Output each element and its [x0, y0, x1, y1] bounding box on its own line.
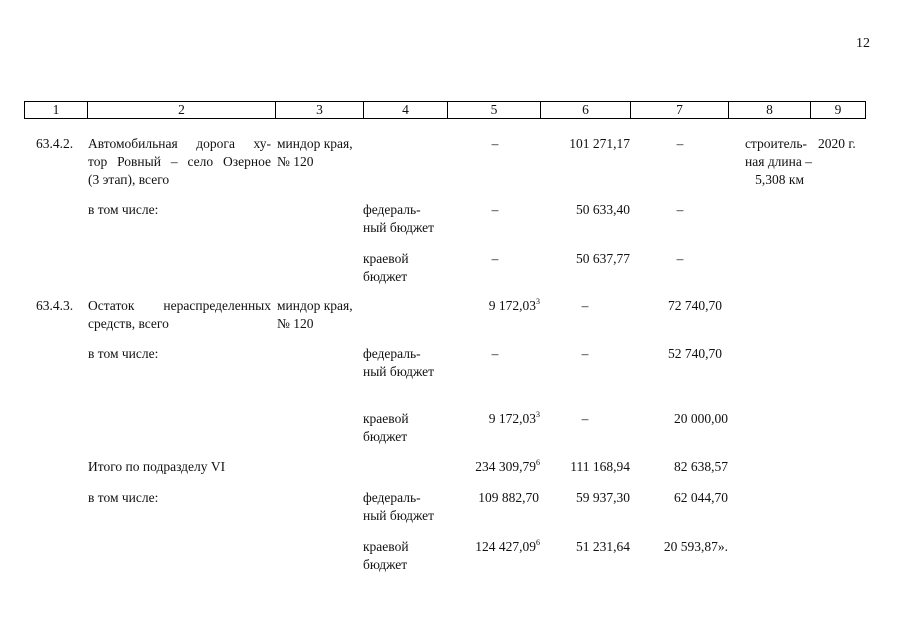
value-col7: 52 740,70	[668, 346, 722, 361]
column-number: 6	[541, 102, 631, 119]
value-col5: 124 427,09$^6$	[475, 538, 540, 554]
value-col5: 9 172,03$^3$	[488, 297, 540, 313]
capacity-line: строитель-	[744, 136, 807, 151]
funding-source-line: краевой	[363, 411, 409, 426]
funding-source-line: бюджет	[363, 269, 408, 284]
footnote-mark: 3	[536, 410, 540, 419]
column-number: 2	[88, 102, 276, 119]
item-name: в том числе:	[88, 346, 159, 361]
value-col7: –	[676, 202, 684, 217]
executor-line: миндор края,	[277, 298, 353, 313]
completion-year: 2020 г.	[818, 136, 856, 151]
value-col7: –	[676, 136, 684, 151]
column-number: 7	[631, 102, 729, 119]
value-col5: 234 309,79$^6$	[475, 458, 540, 474]
footnote-mark: 3	[536, 297, 540, 306]
column-number: 9	[811, 102, 866, 119]
executor-line: миндор края,	[277, 136, 353, 151]
value-col6: 59 937,30	[576, 490, 630, 505]
value-col5: –	[491, 251, 499, 266]
item-name-line: Автомобильная дорога ху-	[88, 136, 271, 151]
value-col5: –	[491, 136, 499, 151]
row-number: 63.4.3.	[36, 298, 74, 313]
column-number: 1	[25, 102, 88, 119]
item-name: в том числе:	[88, 202, 159, 217]
value-col6: 50 637,77	[576, 251, 630, 266]
item-name: в том числе:	[88, 490, 159, 505]
value-col6: –	[581, 298, 589, 313]
value-col5: 109 882,70	[478, 490, 539, 505]
value-col6: 50 633,40	[576, 202, 630, 217]
value-col7: 82 638,57	[674, 459, 728, 474]
value-col7: 62 044,70	[674, 490, 728, 505]
item-name-line: (3 этап), всего	[88, 172, 170, 187]
funding-source-line: ный бюджет	[363, 220, 435, 235]
funding-source-line: федераль-	[363, 202, 421, 217]
funding-source-line: ный бюджет	[363, 508, 435, 523]
value-col6: –	[581, 411, 589, 426]
funding-source-line: федераль-	[363, 490, 421, 505]
item-name-line: тор Ровный – село Озерное	[88, 154, 271, 169]
value-col6: –	[581, 346, 589, 361]
value-col5: 9 172,03$^3$	[488, 410, 540, 426]
item-name-line: средств, всего	[88, 316, 169, 331]
value-col6: 111 168,94	[570, 459, 630, 474]
column-number: 4	[364, 102, 448, 119]
funding-source-line: ный бюджет	[363, 364, 435, 379]
capacity-line: 5,308 км	[755, 172, 804, 187]
capacity-line: ная длина –	[745, 154, 812, 169]
funding-source-line: федераль-	[363, 346, 421, 361]
item-name: Итого по подразделу VI	[88, 459, 226, 474]
value-col7: 20 000,00	[674, 411, 728, 426]
page-number: 12	[856, 36, 870, 51]
funding-source-line: бюджет	[363, 429, 408, 444]
funding-source-line: краевой	[363, 251, 409, 266]
item-name-line: Остаток нераспределенных	[88, 298, 271, 313]
footnote-mark: 6	[536, 458, 540, 467]
executor-line: № 120	[277, 154, 314, 169]
column-number-header	[24, 101, 866, 119]
column-number: 5	[448, 102, 541, 119]
value-col7: 72 740,70	[668, 298, 722, 313]
funding-source-line: бюджет	[363, 557, 408, 572]
value-col5: –	[491, 346, 499, 361]
value-col6: 51 231,64	[576, 539, 630, 554]
value-col6: 101 271,17	[569, 136, 630, 151]
value-col5: –	[491, 202, 499, 217]
footnote-mark: 6	[536, 538, 540, 547]
value-col7: –	[676, 251, 684, 266]
funding-source-line: краевой	[363, 539, 409, 554]
value-col7: 20 593,87».	[663, 539, 728, 554]
column-number: 8	[729, 102, 811, 119]
column-number: 3	[276, 102, 364, 119]
row-number: 63.4.2.	[36, 136, 74, 151]
executor-line: № 120	[277, 316, 314, 331]
